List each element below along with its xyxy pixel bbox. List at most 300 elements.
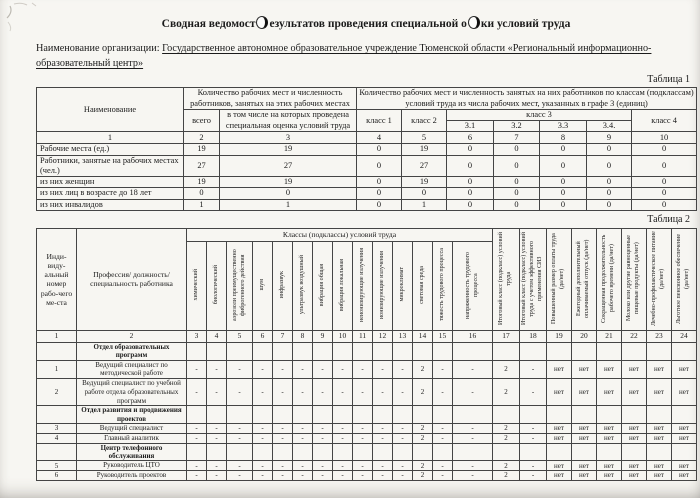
t2-section-empty bbox=[313, 342, 333, 360]
t2-section-empty bbox=[333, 406, 353, 424]
t2-value-cell: - bbox=[187, 424, 207, 434]
t2-profession-label: Ведущий специалист по методической работе bbox=[77, 360, 187, 379]
t2-value-cell: - bbox=[207, 360, 227, 379]
t1-value-cell: 0 bbox=[220, 188, 357, 199]
t2-section-empty bbox=[647, 406, 672, 424]
t1-header-subclass: 3.3 bbox=[540, 121, 587, 132]
t2-section-empty bbox=[333, 342, 353, 360]
t1-value-cell: 0 bbox=[447, 155, 494, 177]
t2-value-cell: - bbox=[520, 379, 547, 406]
t2-value-cell: - bbox=[187, 461, 207, 471]
t2-header-factor bbox=[453, 241, 493, 330]
t2-value-cell: - bbox=[433, 360, 453, 379]
t2-value-cell: - bbox=[273, 461, 293, 471]
t1-value-cell: 19 bbox=[184, 144, 220, 155]
t1-value-cell: 1 bbox=[402, 199, 447, 210]
t1-data-row bbox=[37, 155, 697, 177]
t2-column-number: 24 bbox=[672, 330, 697, 342]
t2-header-profession: Профессия/ должность/ специальность работника bbox=[77, 228, 187, 330]
table1-summary-workplaces bbox=[36, 87, 697, 211]
t2-value-cell: - bbox=[333, 471, 353, 481]
t2-value-cell: нет bbox=[572, 379, 597, 406]
t2-column-number: 11 bbox=[353, 330, 373, 342]
t1-header-subclass: 3.4. bbox=[587, 121, 632, 132]
t2-section-empty bbox=[273, 443, 293, 461]
t2-section-empty bbox=[597, 406, 622, 424]
t2-column-number: 7 bbox=[273, 330, 293, 342]
t2-section-empty bbox=[373, 342, 393, 360]
t1-value-cell: 0 bbox=[587, 144, 632, 155]
t2-value-cell: нет bbox=[547, 424, 572, 434]
t2-section-empty bbox=[597, 342, 622, 360]
t2-value-cell: - bbox=[393, 360, 413, 379]
t2-value-cell: 2 bbox=[493, 424, 520, 434]
t2-value-cell: - bbox=[253, 360, 273, 379]
t2-section-empty bbox=[227, 342, 253, 360]
t2-header-factor bbox=[393, 241, 413, 330]
t2-value-cell: - bbox=[207, 471, 227, 481]
t2-value-cell: - bbox=[187, 471, 207, 481]
t2-header-group-classes: Классы (подклассы) условий труда bbox=[187, 228, 493, 241]
t2-section-empty bbox=[187, 443, 207, 461]
t2-value-cell: - bbox=[353, 424, 373, 434]
t2-value-cell: - bbox=[373, 433, 393, 443]
t2-value-cell: - bbox=[207, 379, 227, 406]
t2-value-cell: - bbox=[373, 461, 393, 471]
t2-section-empty bbox=[493, 443, 520, 461]
t2-header-workplace-number: Инди-виду-альный номер рабо-чего ме-ста bbox=[37, 228, 77, 330]
t2-header-result bbox=[597, 228, 622, 330]
t1-column-number: 6 bbox=[447, 132, 494, 144]
t2-column-number: 3 bbox=[187, 330, 207, 342]
t2-header-factor bbox=[227, 241, 253, 330]
t1-value-cell: 0 bbox=[447, 199, 494, 210]
t1-header-name: Наименование bbox=[37, 88, 184, 132]
t2-value-cell: - bbox=[253, 461, 273, 471]
t2-value-cell: нет bbox=[672, 433, 697, 443]
t2-section-empty bbox=[672, 406, 697, 424]
t2-value-cell: 2 bbox=[493, 360, 520, 379]
t2-column-number: 17 bbox=[493, 330, 520, 342]
t2-header-factor bbox=[187, 241, 207, 330]
t2-section-empty bbox=[393, 342, 413, 360]
t2-header-result-vertical-label: Молоко или другие равноценные пищевые продукты (да/нет) bbox=[626, 235, 640, 322]
t2-column-number: 15 bbox=[433, 330, 453, 342]
organization-name-line1: Государственное автономное образовательное учреждение Тюменской области «Региональный информационно- bbox=[162, 42, 652, 54]
t2-section-empty bbox=[253, 443, 273, 461]
t1-value-cell: 1 bbox=[220, 199, 357, 210]
t2-section-empty bbox=[572, 342, 597, 360]
t1-value-cell: 0 bbox=[357, 199, 402, 210]
t2-section-row bbox=[37, 342, 697, 360]
t2-workplace-number: 1 bbox=[37, 360, 77, 379]
t2-profession-label: Ведущий специалист по учебной работе отдела образовательных программ bbox=[77, 379, 187, 406]
t1-value-cell: 19 bbox=[220, 144, 357, 155]
t1-value-cell: 0 bbox=[632, 188, 697, 199]
t2-value-cell: - bbox=[227, 424, 253, 434]
t2-header-factor-vertical-label: вибрация локальная bbox=[338, 258, 345, 311]
t1-value-cell: 0 bbox=[357, 177, 402, 188]
t2-value-cell: - bbox=[293, 379, 313, 406]
organization-block bbox=[36, 41, 696, 72]
t2-value-cell: нет bbox=[622, 461, 647, 471]
t1-header-group-classes: Количество рабочих мест и численность занятых на них работников по классам (подклассам) условий труда из числа рабочих мест, указанных в графе 3 (единиц) bbox=[357, 88, 697, 110]
table2-caption: Таблица 2 bbox=[647, 213, 690, 225]
t1-value-cell: 27 bbox=[184, 155, 220, 177]
t2-workplace-number: 5 bbox=[37, 461, 77, 471]
t2-header-result bbox=[547, 228, 572, 330]
t2-column-number: 8 bbox=[293, 330, 313, 342]
t2-workplace-number: 3 bbox=[37, 424, 77, 434]
t1-data-row bbox=[37, 188, 697, 199]
t2-value-cell: - bbox=[253, 433, 273, 443]
t2-header-factor bbox=[253, 241, 273, 330]
t1-header-subclass: 3.2 bbox=[494, 121, 540, 132]
t1-column-numbers-row bbox=[37, 132, 697, 144]
t2-header-factor bbox=[313, 241, 333, 330]
t1-header-class4: класс 4 bbox=[632, 109, 697, 132]
t2-section-empty bbox=[393, 406, 413, 424]
t2-value-cell: нет bbox=[622, 379, 647, 406]
t2-section-empty bbox=[622, 406, 647, 424]
t2-section-empty bbox=[207, 406, 227, 424]
t2-value-cell: - bbox=[273, 471, 293, 481]
t1-value-cell: 0 bbox=[587, 188, 632, 199]
t1-column-number: 7 bbox=[494, 132, 540, 144]
t2-section-row bbox=[37, 443, 697, 461]
t2-header-factor bbox=[413, 241, 433, 330]
t1-value-cell: 19 bbox=[402, 144, 447, 155]
t1-value-cell: 0 bbox=[447, 177, 494, 188]
t2-value-cell: - bbox=[313, 360, 333, 379]
t1-column-number: 2 bbox=[184, 132, 220, 144]
t2-header-factor-vertical-label: аэрозоли преимущественно фиброгенного действия bbox=[231, 248, 246, 321]
t2-workplace-number: 6 bbox=[37, 471, 77, 481]
handwritten-mark bbox=[2, 0, 72, 34]
t2-section-empty bbox=[353, 406, 373, 424]
t2-column-number: 16 bbox=[453, 330, 493, 342]
t1-row-label: из них женщин bbox=[37, 177, 184, 188]
t2-section-empty bbox=[373, 443, 393, 461]
t2-section-empty bbox=[333, 443, 353, 461]
t1-column-number: 8 bbox=[540, 132, 587, 144]
t2-value-cell: - bbox=[453, 461, 493, 471]
t1-column-number: 1 bbox=[37, 132, 184, 144]
t1-header-assessed: в том числе на которых проведена специальная оценка условий труда bbox=[220, 109, 357, 132]
t2-value-cell: нет bbox=[547, 379, 572, 406]
t1-value-cell: 19 bbox=[220, 177, 357, 188]
t2-value-cell: 2 bbox=[493, 433, 520, 443]
t2-value-cell: нет bbox=[647, 461, 672, 471]
t2-column-number: 22 bbox=[622, 330, 647, 342]
t2-header-result-vertical-label: Льготное пенсионное обеспечение (да/нет) bbox=[676, 233, 690, 324]
t2-profession-label: Ведущий специалист bbox=[77, 424, 187, 434]
t2-value-cell: нет bbox=[547, 461, 572, 471]
t2-value-cell: - bbox=[333, 379, 353, 406]
t2-value-cell: - bbox=[373, 471, 393, 481]
t2-section-empty bbox=[547, 443, 572, 461]
t2-header-result-vertical-label: Итоговый класс (подкласс) условий труда с учетом эффективного применения СИЗ bbox=[521, 231, 543, 325]
t1-value-cell: 0 bbox=[540, 144, 587, 155]
t2-header-result bbox=[622, 228, 647, 330]
t2-profession-label: Руководитель ЦТО bbox=[77, 461, 187, 471]
t2-value-cell: нет bbox=[622, 424, 647, 434]
t1-data-row bbox=[37, 177, 697, 188]
t2-section-empty bbox=[453, 443, 493, 461]
t2-column-number: 14 bbox=[413, 330, 433, 342]
t2-column-number: 20 bbox=[572, 330, 597, 342]
t2-header-result-vertical-label: Сокращенная продолжительность рабочего времени (да/нет) bbox=[601, 234, 615, 323]
t2-header-factor-vertical-label: вибрация общая bbox=[318, 263, 325, 306]
t2-value-cell: - bbox=[393, 461, 413, 471]
t2-value-cell: - bbox=[253, 424, 273, 434]
t2-value-cell: - bbox=[353, 471, 373, 481]
t1-value-cell: 0 bbox=[587, 199, 632, 210]
t2-header-factor bbox=[333, 241, 353, 330]
t1-value-cell: 0 bbox=[587, 177, 632, 188]
t2-value-cell: 2 bbox=[413, 433, 433, 443]
t2-section-empty bbox=[433, 342, 453, 360]
t2-value-cell: - bbox=[227, 433, 253, 443]
t2-value-cell: - bbox=[393, 379, 413, 406]
t2-value-cell: 2 bbox=[413, 360, 433, 379]
t2-value-cell: - bbox=[333, 433, 353, 443]
t2-value-cell: нет bbox=[647, 424, 672, 434]
t2-value-cell: 2 bbox=[413, 461, 433, 471]
t1-value-cell: 0 bbox=[540, 199, 587, 210]
t1-value-cell: 1 bbox=[184, 199, 220, 210]
t2-value-cell: - bbox=[293, 424, 313, 434]
t2-header-factor bbox=[273, 241, 293, 330]
t2-section-empty bbox=[293, 443, 313, 461]
t1-value-cell: 0 bbox=[632, 155, 697, 177]
t2-section-empty bbox=[273, 406, 293, 424]
t2-value-cell: - bbox=[253, 379, 273, 406]
t2-section-empty bbox=[413, 342, 433, 360]
t2-column-number: 19 bbox=[547, 330, 572, 342]
t2-value-cell: - bbox=[187, 379, 207, 406]
t2-value-cell: нет bbox=[672, 424, 697, 434]
t2-section-empty bbox=[253, 406, 273, 424]
t2-value-cell: - bbox=[353, 360, 373, 379]
t2-section-empty bbox=[227, 443, 253, 461]
t2-header-factor bbox=[353, 241, 373, 330]
t2-section-empty bbox=[433, 443, 453, 461]
t2-value-cell: - bbox=[273, 424, 293, 434]
t2-value-cell: 2 bbox=[413, 471, 433, 481]
t2-value-cell: - bbox=[293, 471, 313, 481]
t2-section-empty bbox=[227, 406, 253, 424]
t2-value-cell: нет bbox=[572, 471, 597, 481]
t2-value-cell: - bbox=[293, 360, 313, 379]
t2-value-cell: - bbox=[353, 461, 373, 471]
t1-value-cell: 0 bbox=[494, 188, 540, 199]
t2-value-cell: - bbox=[207, 461, 227, 471]
t2-section-empty bbox=[572, 443, 597, 461]
t1-value-cell: 0 bbox=[540, 155, 587, 177]
title-text-3: ки условий труда bbox=[480, 18, 571, 30]
organization-label: Наименование организации: bbox=[36, 42, 160, 54]
t2-section-label: Центр телефонного обслуживания bbox=[77, 443, 187, 461]
t2-column-numbers-row bbox=[37, 330, 697, 342]
t2-section-empty bbox=[37, 406, 77, 424]
t2-section-empty bbox=[313, 406, 333, 424]
t1-value-cell: 0 bbox=[632, 199, 697, 210]
t2-value-cell: - bbox=[393, 424, 413, 434]
t2-value-cell: нет bbox=[672, 379, 697, 406]
t1-value-cell: 0 bbox=[357, 144, 402, 155]
t2-column-number: 21 bbox=[597, 330, 622, 342]
t2-value-cell: 2 bbox=[413, 424, 433, 434]
t2-data-row bbox=[37, 379, 697, 406]
title-text-1: Сводная ведомост bbox=[161, 18, 256, 30]
t1-data-row bbox=[37, 199, 697, 210]
t2-value-cell: - bbox=[313, 433, 333, 443]
t2-value-cell: - bbox=[373, 379, 393, 406]
t2-value-cell: нет bbox=[572, 461, 597, 471]
t2-value-cell: - bbox=[433, 424, 453, 434]
t2-value-cell: нет bbox=[597, 461, 622, 471]
t2-value-cell: нет bbox=[647, 379, 672, 406]
t2-data-row bbox=[37, 471, 697, 481]
t1-header-total: всего bbox=[184, 109, 220, 132]
t2-section-empty bbox=[453, 342, 493, 360]
t1-header-group-workplaces: Количество рабочих мест и численность работников, занятых на этих рабочих местах bbox=[184, 88, 357, 110]
t1-value-cell: 0 bbox=[357, 155, 402, 177]
t2-value-cell: - bbox=[453, 360, 493, 379]
t2-section-empty bbox=[547, 342, 572, 360]
t2-section-empty bbox=[373, 406, 393, 424]
t2-value-cell: - bbox=[333, 360, 353, 379]
t2-section-empty bbox=[597, 443, 622, 461]
t2-value-cell: нет bbox=[547, 471, 572, 481]
t2-column-number: 2 bbox=[77, 330, 187, 342]
t2-header-row-group bbox=[37, 228, 697, 241]
t2-value-cell: нет bbox=[622, 433, 647, 443]
t1-value-cell: 19 bbox=[184, 177, 220, 188]
t2-data-row bbox=[37, 433, 697, 443]
t2-section-empty bbox=[37, 443, 77, 461]
t2-header-factor-vertical-label: тяжесть трудового процесса bbox=[438, 248, 445, 322]
t2-value-cell: - bbox=[520, 461, 547, 471]
t2-column-number: 23 bbox=[647, 330, 672, 342]
t2-section-empty bbox=[37, 342, 77, 360]
t1-column-number: 5 bbox=[402, 132, 447, 144]
t2-value-cell: - bbox=[520, 471, 547, 481]
t2-section-empty bbox=[672, 342, 697, 360]
t2-value-cell: - bbox=[313, 471, 333, 481]
t2-header-factor bbox=[433, 241, 453, 330]
t2-value-cell: - bbox=[187, 433, 207, 443]
document-title bbox=[36, 16, 696, 32]
t1-data-row bbox=[37, 144, 697, 155]
t2-section-empty bbox=[520, 342, 547, 360]
t2-value-cell: 2 bbox=[493, 461, 520, 471]
t2-workplace-number: 2 bbox=[37, 379, 77, 406]
t2-header-factor-vertical-label: микроклимат bbox=[398, 267, 405, 302]
t2-value-cell: нет bbox=[647, 433, 672, 443]
t2-section-empty bbox=[622, 342, 647, 360]
t2-value-cell: - bbox=[227, 461, 253, 471]
t2-section-row bbox=[37, 406, 697, 424]
t2-value-cell: нет bbox=[597, 360, 622, 379]
t2-value-cell: - bbox=[433, 471, 453, 481]
t2-value-cell: - bbox=[333, 424, 353, 434]
t1-value-cell: 0 bbox=[184, 188, 220, 199]
t2-header-result-vertical-label: Лечебно-профилактическое питание (да/нет) bbox=[651, 230, 665, 326]
t2-header-factor-vertical-label: химический bbox=[192, 268, 199, 301]
t2-value-cell: - bbox=[227, 360, 253, 379]
t2-value-cell: 2 bbox=[413, 379, 433, 406]
t2-value-cell: - bbox=[333, 461, 353, 471]
t2-profession-label: Руководитель проектов bbox=[77, 471, 187, 481]
t2-value-cell: - bbox=[433, 461, 453, 471]
t2-value-cell: - bbox=[353, 433, 373, 443]
t1-column-number: 9 bbox=[587, 132, 632, 144]
t1-value-cell: 0 bbox=[494, 177, 540, 188]
t2-value-cell: - bbox=[187, 360, 207, 379]
t2-section-empty bbox=[520, 406, 547, 424]
t2-value-cell: - bbox=[393, 471, 413, 481]
t2-data-row bbox=[37, 424, 697, 434]
t2-section-empty bbox=[353, 443, 373, 461]
t2-column-number: 5 bbox=[227, 330, 253, 342]
t2-column-number: 12 bbox=[373, 330, 393, 342]
t1-header-class3: класс 3 bbox=[447, 109, 632, 120]
t2-value-cell: - bbox=[453, 379, 493, 406]
t2-header-factor-vertical-label: ионизирующие излучения bbox=[378, 250, 385, 319]
t2-section-empty bbox=[207, 443, 227, 461]
t2-value-cell: 2 bbox=[493, 471, 520, 481]
t2-header-result bbox=[672, 228, 697, 330]
t2-section-empty bbox=[313, 443, 333, 461]
t2-data-row bbox=[37, 461, 697, 471]
t1-value-cell: 0 bbox=[494, 199, 540, 210]
t2-value-cell: - bbox=[453, 471, 493, 481]
t1-row-label: из них инвалидов bbox=[37, 199, 184, 210]
t1-value-cell: 27 bbox=[402, 155, 447, 177]
t2-section-label: Отдел развития и продвижения проектов bbox=[77, 406, 187, 424]
t2-value-cell: - bbox=[227, 471, 253, 481]
t2-value-cell: нет bbox=[597, 424, 622, 434]
t2-section-empty bbox=[353, 342, 373, 360]
t1-value-cell: 0 bbox=[494, 155, 540, 177]
t2-section-empty bbox=[622, 443, 647, 461]
t1-value-cell: 19 bbox=[402, 177, 447, 188]
t2-section-empty bbox=[672, 443, 697, 461]
t2-value-cell: - bbox=[433, 379, 453, 406]
title-text-2: езультатов проведения специальной о bbox=[269, 18, 467, 30]
t2-header-result bbox=[647, 228, 672, 330]
t1-column-number: 10 bbox=[632, 132, 697, 144]
t2-header-factor-vertical-label: ультразвук воздушный bbox=[298, 255, 305, 315]
t2-section-empty bbox=[493, 406, 520, 424]
t2-value-cell: - bbox=[453, 433, 493, 443]
t2-header-result bbox=[520, 228, 547, 330]
t2-value-cell: нет bbox=[547, 433, 572, 443]
t1-column-number: 3 bbox=[220, 132, 357, 144]
t2-header-result bbox=[493, 228, 520, 330]
t2-header-result-vertical-label: Повышенный размер оплаты труда (да/нет) bbox=[551, 232, 565, 324]
t2-value-cell: нет bbox=[647, 471, 672, 481]
scan-artifact-blob bbox=[256, 16, 268, 29]
t2-value-cell: нет bbox=[597, 379, 622, 406]
t2-column-number: 1 bbox=[37, 330, 77, 342]
t2-value-cell: нет bbox=[672, 360, 697, 379]
t1-value-cell: 0 bbox=[447, 144, 494, 155]
t1-value-cell: 0 bbox=[402, 188, 447, 199]
t2-column-number: 10 bbox=[333, 330, 353, 342]
